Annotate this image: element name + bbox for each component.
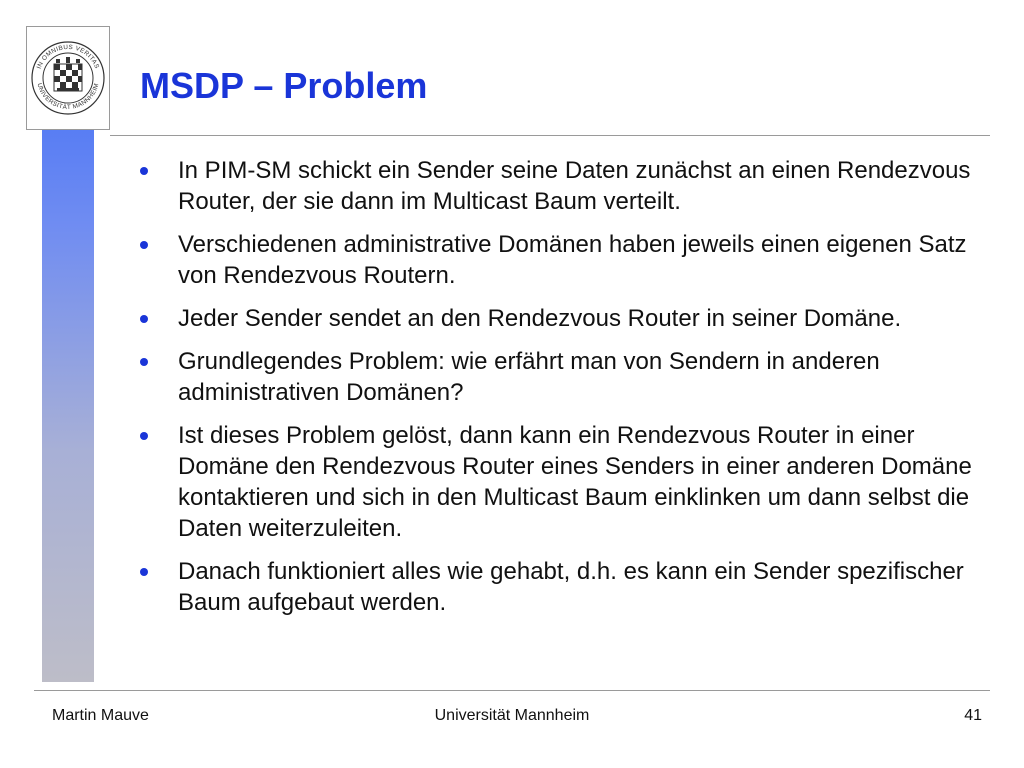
bullet-text: Danach funktioniert alles wie gehabt, d.h. es kann ein Sender spezifischer Baum aufgebaut werden. bbox=[178, 558, 964, 616]
bullet-item-4 bbox=[140, 346, 990, 408]
bullet-dot-icon bbox=[140, 241, 148, 249]
bullet-item-3 bbox=[140, 303, 990, 334]
bullet-dot-icon bbox=[140, 568, 148, 576]
bullet-list bbox=[140, 155, 990, 630]
bullet-text: Grundlegendes Problem: wie erfährt man von Sendern in anderen administrativen Domänen? bbox=[178, 348, 880, 406]
page-number: 41 bbox=[964, 707, 982, 724]
bullet-dot-icon bbox=[140, 167, 148, 175]
university-seal-icon bbox=[27, 27, 109, 129]
bullet-item-1 bbox=[140, 155, 990, 217]
title-divider bbox=[110, 135, 990, 136]
bullet-text: Jeder Sender sendet an den Rendezvous Router in seiner Domäne. bbox=[178, 305, 902, 332]
bullet-item-5 bbox=[140, 420, 990, 544]
university-logo bbox=[26, 26, 110, 130]
bullet-dot-icon bbox=[140, 315, 148, 323]
bullet-text: Verschiedenen administrative Domänen haben jeweils einen eigenen Satz von Rendezvous Routern. bbox=[178, 231, 967, 289]
slide-title: MSDP – Problem bbox=[140, 65, 428, 106]
bullet-text: In PIM-SM schickt ein Sender seine Daten zunächst an einen Rendezvous Router, der sie dann im Multicast Baum verteilt. bbox=[178, 157, 971, 215]
svg-text:UNIVERSITÄT MANNHEIM bbox=[36, 82, 101, 111]
footer-divider bbox=[34, 690, 990, 691]
bullet-text: Ist dieses Problem gelöst, dann kann ein Rendezvous Router in einer Domäne den Rendezvous Router eines Senders in einer anderen Domäne kontaktieren und sich in den Multicast Baum einklinken um dann selbst die Daten weiterzuleiten. bbox=[178, 422, 972, 542]
bullet-dot-icon bbox=[140, 358, 148, 366]
bullet-item-2 bbox=[140, 229, 990, 291]
bullet-item-6 bbox=[140, 556, 990, 618]
footer-author: Martin Mauve bbox=[52, 707, 149, 724]
footer-institution: Universität Mannheim bbox=[434, 707, 590, 724]
seal-university-text: UNIVERSITÄT MANNHEIM bbox=[35, 82, 101, 112]
seal-motto-text: IN OMNIBUS VERITAS bbox=[35, 43, 101, 70]
bullet-dot-icon bbox=[140, 432, 148, 440]
